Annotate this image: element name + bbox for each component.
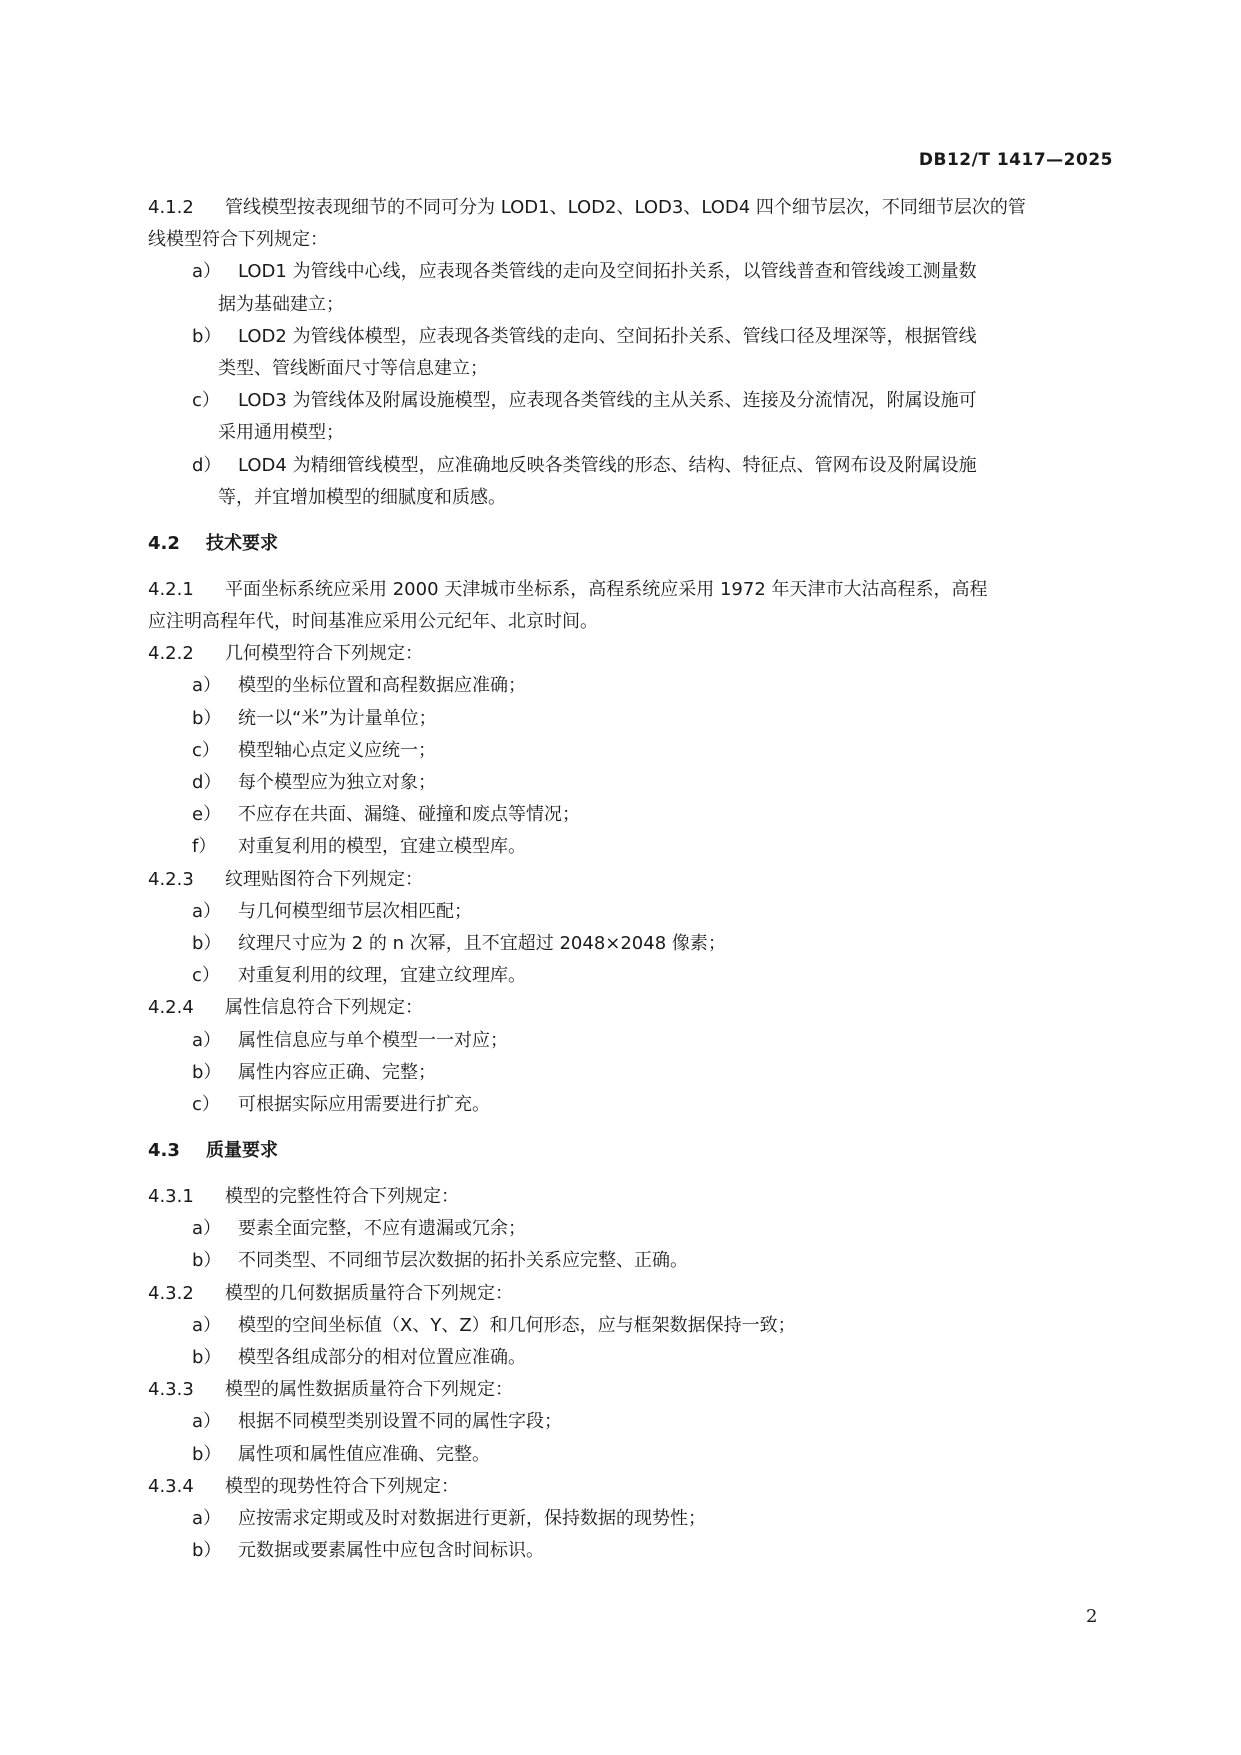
list-item xyxy=(148,767,1113,799)
list-item xyxy=(148,321,1113,353)
clause-4-3-2 xyxy=(148,1278,1113,1375)
item-text: LOD3 为管线体及附属设施模型，应表现各类管线的主从关系、连接及分流情况，附属设施可 xyxy=(238,390,977,412)
item-text: 不应存在共面、漏缝、碰撞和废点等情况； xyxy=(238,804,580,826)
list-item xyxy=(148,1503,1113,1535)
item-text: 属性项和属性值应准确、完整。 xyxy=(238,1443,490,1465)
section-number: 4.3 xyxy=(148,1140,180,1162)
item-text: 对重复利用的纹理，宜建立纹理库。 xyxy=(238,965,526,987)
clause-number: 4.1.2 xyxy=(148,197,194,218)
clause-4-2-4 xyxy=(148,992,1113,1121)
item-marker: c） xyxy=(192,739,220,761)
item-text: 纹理尺寸应为 2 的 n 次幂，且不宜超过 2048×2048 像素； xyxy=(238,932,726,954)
item-marker: a） xyxy=(192,1314,222,1336)
item-marker: a） xyxy=(192,1218,222,1240)
item-text: 不同类型、不同细节层次数据的拓扑关系应完整、正确。 xyxy=(238,1250,688,1272)
clause-4-3-1 xyxy=(148,1181,1113,1278)
clause-text-cont: 线模型符合下列规定： xyxy=(148,229,328,251)
item-text: 要素全面完整，不应有遗漏或冗余； xyxy=(238,1218,526,1240)
list-item xyxy=(148,670,1113,702)
list-item xyxy=(148,1245,1113,1277)
clause-text: 属性信息符合下列规定： xyxy=(225,997,423,1019)
clause-text-cont: 应注明高程年代，时间基准应采用公元纪年、北京时间。 xyxy=(148,611,598,633)
item-marker: c） xyxy=(192,965,220,987)
list-item xyxy=(148,1310,1113,1342)
item-marker: f） xyxy=(192,836,217,858)
section-heading-4-3 xyxy=(148,1135,1113,1167)
item-text: LOD4 为精细管线模型，应准确地反映各类管线的形态、结构、特征点、管网布设及附属设施 xyxy=(238,454,977,476)
list-item xyxy=(148,960,1113,992)
item-marker: a） xyxy=(192,1507,222,1529)
item-marker: b） xyxy=(192,325,222,347)
clause-text: 几何模型符合下列规定： xyxy=(225,643,423,665)
clause-number: 4.2.2 xyxy=(148,643,194,665)
item-marker: a） xyxy=(192,1411,222,1433)
clause-4-3-4 xyxy=(148,1471,1113,1568)
item-text: 属性内容应正确、完整； xyxy=(238,1061,436,1083)
clause-text: 平面坐标系统应采用 2000 天津城市坐标系，高程系统应采用 1972 年天津市大沽高程系，高程 xyxy=(225,578,988,600)
item-marker: a） xyxy=(192,675,222,697)
page-number: 2 xyxy=(1086,1606,1098,1627)
item-marker: b） xyxy=(192,1061,222,1083)
list-item xyxy=(148,831,1113,863)
list-item xyxy=(148,1406,1113,1438)
item-marker: c） xyxy=(192,390,220,412)
item-text: 元数据或要素属性中应包含时间标识。 xyxy=(238,1540,544,1562)
page-content xyxy=(148,192,1113,1567)
list-item xyxy=(148,385,1113,417)
clause-number: 4.2.3 xyxy=(148,868,194,890)
clause-4-2-2 xyxy=(148,638,1113,863)
list-item xyxy=(148,1025,1113,1057)
document-id: DB12/T 1417—2025 xyxy=(918,150,1113,170)
clause-text: 模型的属性数据质量符合下列规定： xyxy=(225,1379,513,1401)
item-marker: b） xyxy=(192,932,222,954)
list-item xyxy=(148,1089,1113,1121)
item-text: 与几何模型细节层次相匹配； xyxy=(238,900,472,922)
list-item xyxy=(148,703,1113,735)
item-marker: a） xyxy=(192,261,222,283)
list-item xyxy=(148,256,1113,288)
section-number: 4.2 xyxy=(148,532,180,554)
item-text: 模型各组成部分的相对位置应准确。 xyxy=(238,1347,526,1368)
item-marker: b） xyxy=(192,1347,222,1368)
item-text: 根据不同模型类别设置不同的属性字段； xyxy=(238,1411,562,1433)
section-title: 质量要求 xyxy=(206,1140,278,1162)
item-text: 每个模型应为独立对象； xyxy=(238,772,436,793)
item-text: 可根据实际应用需要进行扩充。 xyxy=(238,1093,490,1115)
clause-number: 4.3.3 xyxy=(148,1379,194,1401)
list-item xyxy=(148,1342,1113,1374)
item-text-cont: 等，并宜增加模型的细腻度和质感。 xyxy=(218,486,506,508)
item-marker: a） xyxy=(192,900,222,922)
clause-4-3-3 xyxy=(148,1374,1113,1471)
clause-4-2-1 xyxy=(148,574,1113,638)
item-text-cont: 采用通用模型； xyxy=(218,422,344,444)
section-title: 技术要求 xyxy=(206,532,278,554)
item-text: 统一以“米”为计量单位； xyxy=(238,707,437,729)
item-text: 应按需求定期或及时对数据进行更新，保持数据的现势性； xyxy=(238,1507,706,1529)
clause-number: 4.3.1 xyxy=(148,1186,194,1208)
list-item xyxy=(148,799,1113,831)
clause-text: 纹理贴图符合下列规定： xyxy=(225,868,423,890)
clause-number: 4.3.4 xyxy=(148,1475,194,1497)
item-text: 属性信息应与单个模型一一对应； xyxy=(238,1029,508,1051)
item-text: 模型轴心点定义应统一； xyxy=(238,739,436,761)
item-marker: a） xyxy=(192,1029,222,1051)
clause-number: 4.2.1 xyxy=(148,578,194,600)
list-item xyxy=(148,1439,1113,1471)
item-marker: d） xyxy=(192,772,222,793)
item-text: 对重复利用的模型，宜建立模型库。 xyxy=(238,836,526,858)
item-marker: b） xyxy=(192,1540,222,1562)
item-text: 模型的坐标位置和高程数据应准确； xyxy=(238,675,526,697)
item-marker: c） xyxy=(192,1093,220,1115)
item-marker: d） xyxy=(192,454,222,476)
clause-text: 模型的几何数据质量符合下列规定： xyxy=(225,1282,513,1304)
item-marker: b） xyxy=(192,1443,222,1465)
section-heading-4-2 xyxy=(148,528,1113,560)
list-item xyxy=(148,1535,1113,1567)
list-item xyxy=(148,1057,1113,1089)
clause-number: 4.2.4 xyxy=(148,997,194,1019)
item-marker: b） xyxy=(192,1250,222,1272)
item-text: 模型的空间坐标值（X、Y、Z）和几何形态，应与框架数据保持一致； xyxy=(238,1314,796,1336)
item-text-cont: 据为基础建立； xyxy=(218,293,344,315)
clause-4-2-3 xyxy=(148,864,1113,993)
list-item xyxy=(148,1213,1113,1245)
item-text-cont: 类型、管线断面尺寸等信息建立； xyxy=(218,357,488,379)
item-marker: e） xyxy=(192,804,222,826)
list-item xyxy=(148,928,1113,960)
clause-4-1-2 xyxy=(148,192,1113,514)
clause-text: 模型的现势性符合下列规定： xyxy=(225,1475,459,1497)
list-item xyxy=(148,896,1113,928)
clause-text: 模型的完整性符合下列规定： xyxy=(225,1186,459,1208)
list-item xyxy=(148,450,1113,482)
item-marker: b） xyxy=(192,707,222,729)
clause-text: 管线模型按表现细节的不同可分为 LOD1、LOD2、LOD3、LOD4 四个细节层次，不同细节层次的管 xyxy=(225,197,1026,218)
clause-number: 4.3.2 xyxy=(148,1282,194,1304)
item-text: LOD1 为管线中心线，应表现各类管线的走向及空间拓扑关系，以管线普查和管线竣工测量数 xyxy=(238,261,977,283)
item-text: LOD2 为管线体模型，应表现各类管线的走向、空间拓扑关系、管线口径及埋深等，根据管线 xyxy=(238,325,977,347)
list-item xyxy=(148,735,1113,767)
